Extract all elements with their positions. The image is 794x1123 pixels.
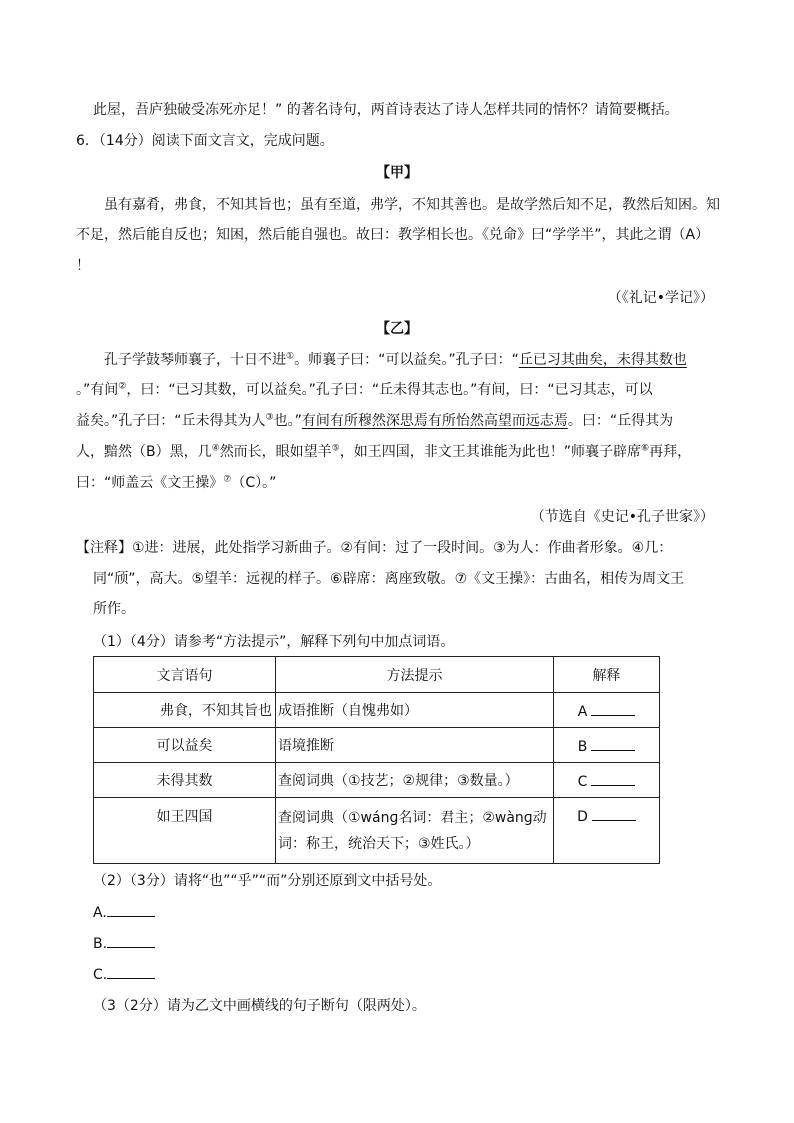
text-span: ，曰：“已习其数，可以益矣。”孔子曰：“丘未得其志也。”有间，曰：“已习其志，可以 [126, 382, 653, 398]
question-6-title: 6．（14分）阅读下面文言文，完成问题。 [76, 133, 334, 149]
blank-label: C. [93, 967, 108, 983]
note-marker: ⑥ [641, 443, 650, 454]
answer-label: C [577, 773, 588, 790]
answer-label: D [577, 809, 588, 825]
passage-jia-heading: 【甲】 [376, 165, 418, 181]
blank-a [93, 902, 155, 923]
answer-blank[interactable] [107, 964, 155, 979]
answer-cell [554, 798, 660, 864]
text-span: 再拜， [649, 444, 692, 460]
intro-line: 此屋，吾庐独破受冻死亦足！” 的著名诗句，两首诗表达了诗人怎样共同的情怀？请简要概括。 [93, 102, 679, 118]
passage-yi-line2 [76, 380, 653, 400]
answer-label: B [577, 738, 588, 755]
passage-jia-line1: 虽有嘉肴，弗食，不知其旨也；虽有至道，弗学，不知其善也。是故学然后知不足，教然后知困。知 [104, 197, 720, 213]
text-span: ，如王四国，非文王其谁能为此也！”师襄子辟席 [339, 444, 642, 460]
answer-label: A [577, 703, 588, 720]
subquestion-3: （3（2分）请为乙文中画横线的句子断句（限两处）。 [93, 998, 426, 1014]
passage-jia-source: （《礼记•学记》） [607, 290, 714, 306]
text-span: 人，黯然（B）黑，几 [76, 444, 212, 460]
passage-yi-line4 [76, 442, 691, 462]
passage-jia-line3: ！ [76, 258, 90, 274]
passage-yi-line1 [104, 350, 687, 370]
underlined-sentence: 有间有所穆然深思焉有所怡然高望而远志焉 [301, 413, 568, 429]
text-span: 益矣。”孔子曰：“丘未得其为人 [76, 413, 266, 429]
note-marker: ④ [211, 443, 220, 454]
hint-cell [276, 798, 554, 864]
table-header: 方法提示 [276, 657, 554, 693]
passage-yi-line5 [76, 473, 276, 493]
subquestion-2: （2）（3分）请将“也”“乎”“而”分别还原到文中括号处。 [93, 873, 442, 889]
hint-cell: 查阅词典（①技艺；②规律；③数量。） [276, 763, 554, 798]
table-row [94, 763, 660, 798]
text-span: 。师襄子曰：“可以益矣。”孔子曰：“ [294, 352, 519, 368]
text-span: 孔子学鼓琴师襄子，十日不进 [104, 352, 286, 368]
text-span: 。”有间 [76, 382, 119, 398]
sentence-cell: 可以益矣 [94, 728, 276, 763]
passage-yi-heading: 【乙】 [376, 321, 418, 337]
answer-blank[interactable] [591, 736, 635, 751]
blank-b [93, 933, 155, 954]
notes-line1: 【注释】①进：进展，此处指学习新曲子。②有间：过了一段时间。③为人：作曲者形象。④几： [76, 540, 673, 556]
table-row [94, 728, 660, 763]
answer-blank[interactable] [591, 771, 635, 786]
note-marker: ① [286, 351, 295, 362]
note-marker: ⑤ [331, 443, 340, 454]
answer-blank[interactable] [591, 701, 635, 716]
answer-cell [554, 693, 660, 728]
method-table [93, 656, 660, 864]
text-span: 也。” [273, 413, 302, 429]
text-span: 曰：“师盖云《文王操》 [76, 475, 224, 491]
note-marker: ⑦ [223, 474, 232, 485]
text-span: 然而长，眼如望羊 [219, 444, 332, 460]
subquestion-1: （1）（4分）请参考“方法提示”，解释下列句中加点词语。 [93, 634, 455, 650]
passage-yi-line3 [76, 411, 673, 431]
sentence-cell: 弗食，不知其旨也 [94, 693, 276, 728]
passage-jia-line2: 不足，然后能自反也；知困，然后能自强也。故曰：教学相长也。《兑命》曰“学学半”，其此之谓（A） [76, 227, 710, 243]
notes-line3: 所作。 [93, 601, 135, 617]
answer-blank[interactable] [107, 902, 155, 917]
table-header: 解释 [554, 657, 660, 693]
notes-line2: 同“颀”，高大。⑤望羊：远视的样子。⑥辟席：离座致敬。⑦《文王操》：古曲名，相传为周文王 [93, 571, 685, 587]
hint-line: 查阅词典（①wánɡ名词：君主；②wànɡ动 [278, 809, 547, 826]
table-row [94, 798, 660, 864]
passage-yi-source: （节选自《史记•孔子世家》） [530, 509, 714, 525]
hint-cell: 语境推断 [276, 728, 554, 763]
underlined-sentence: 丘已习其曲矣，未得其数也 [518, 352, 687, 368]
sentence-cell: 如王四国 [94, 798, 276, 864]
hint-line: 词：称王，统治天下；③姓氏。） [278, 835, 480, 852]
answer-cell [554, 763, 660, 798]
hint-cell: 成语推断（自愧弗如） [276, 693, 554, 728]
answer-cell [554, 728, 660, 763]
blank-c [93, 964, 155, 985]
text-span: 。曰：“丘得其为 [567, 413, 674, 429]
answer-blank[interactable] [107, 933, 155, 948]
table-row [94, 693, 660, 728]
answer-blank[interactable] [592, 806, 636, 821]
blank-label: B. [93, 936, 108, 952]
note-marker: ③ [265, 412, 274, 423]
text-span: （C）。” [231, 475, 277, 491]
sentence-cell: 未得其数 [94, 763, 276, 798]
table-header: 文言语句 [94, 657, 276, 693]
table-header-row [94, 657, 660, 693]
note-marker: ② [118, 381, 127, 392]
blank-label: A. [93, 905, 107, 921]
